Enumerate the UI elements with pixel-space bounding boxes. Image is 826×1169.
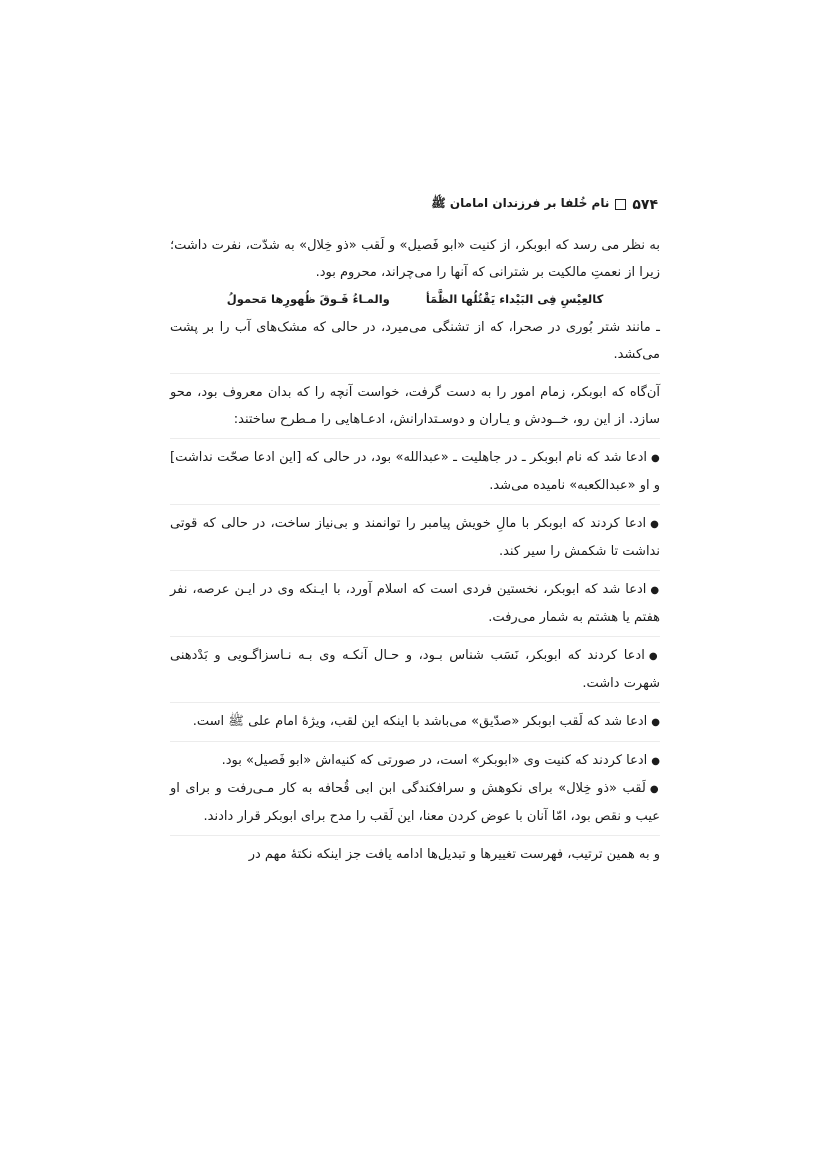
paragraph-claims-intro: آن‌گاه که ابوبکر، زمام امور را به دست گرفت، خواست آنچه را که بدان معروف بود، محو سازد. از این رو، خــودش و یـاران و دوسـتدارانش، ادعـاهایی را مـطرح ساختند:	[170, 385, 660, 427]
list-item-text: لَقب «ذو خِلال» برای نکوهش و سرافکندگی ابن ابی قُحافه به کار مـی‌رفت و برای او عیب و نقص بود، امّا آنان با عوض کردن معنا، این لَقب را مدح برای ابوبکر قرار دادند.	[170, 781, 660, 824]
list-item-text: ادعا شد که ابوبکر، نخستین فردی است که اسلام آورد، با ایـنکه وی در ایـن عرصه، نفر هفتم یا هشتم به شمار می‌رفت.	[170, 582, 660, 625]
list-item	[170, 775, 660, 830]
paragraph-divider	[170, 504, 660, 505]
bullet-icon: ●	[651, 453, 660, 464]
paragraph-closing: و به همین ترتیب، فهرست تغییرها و تبدیل‌ها ادامه یافت جز اینکه نکتهٔ مهم در	[248, 847, 660, 862]
poem-hemistich-right: کالعِیْسِ فِی البَیْداء یَقْتُلُها الظَّمَأ	[425, 292, 604, 306]
paragraph-divider	[170, 570, 660, 571]
list-item	[170, 747, 660, 775]
list-item	[170, 642, 660, 697]
poem-verse	[170, 288, 660, 310]
paragraph-intro: به نظر می رسد که ابوبکر، از کنیت «ابو فَصیل» و لَقب «ذو خِلال» به شدّت، نفرت داشت؛ زیرا از نعمتِ مالکیت بر شترانی که آنها را می‌چراند، محروم بود.	[170, 238, 660, 280]
list-item	[170, 576, 660, 631]
bullet-icon: ●	[651, 717, 660, 728]
page-number: ۵۷۴	[632, 196, 658, 213]
poem-hemistich-left: والمـاءُ فَـوقَ ظُهورِها مَحمولُ	[226, 292, 390, 306]
paragraph-divider	[170, 438, 660, 439]
paragraph-verse-translation: ـ مانند شتر بُوری در صحرا، که از تشنگی می‌میرد، در حالی که مشک‌های آب را بر پشت می‌کشد.	[170, 320, 660, 362]
bullet-icon: ●	[650, 519, 660, 530]
running-header	[431, 196, 658, 213]
list-item-text: ادعا شد که لَقب ابوبکر «صدّیق» می‌باشد با اینکه این لقب، ویژهٔ امام علی ﷺ است.	[192, 714, 648, 729]
paragraph-divider	[170, 835, 660, 836]
bullet-icon: ●	[650, 585, 660, 596]
bullet-icon: ●	[648, 651, 660, 662]
list-item	[170, 708, 660, 736]
list-item-text: ادعا شد که نام ابوبکر ـ در جاهلیت ـ «عبدالله» بود، در حالی که [این ادعا صحّت نداشت] و او «عبدالکعبه» نامیده می‌شد.	[170, 450, 660, 493]
square-box-icon	[615, 199, 626, 210]
list-item	[170, 510, 660, 565]
body-text	[170, 232, 660, 868]
list-item	[170, 444, 660, 499]
bullet-icon: ●	[649, 784, 660, 795]
paragraph-divider	[170, 702, 660, 703]
bullet-icon: ●	[651, 756, 660, 767]
list-item-text: ادعا کردند که کنیت وی «ابوبکر» است، در صورتی که کنیه‌اش «ابو فَصیل» بود.	[221, 753, 648, 768]
list-item-text: ادعا کردند که ابوبکر با مالِ خویش پیامبر را توانمند و بی‌نیاز ساخت، در حالی که قوتی نداشت تا شکمش را سیر کند.	[170, 516, 660, 559]
paragraph-divider	[170, 741, 660, 742]
paragraph-divider	[170, 373, 660, 374]
paragraph-divider	[170, 636, 660, 637]
running-title: نام خُلفا بر فرزندان امامان ﷺ	[431, 196, 610, 210]
list-item-text: ادعا کردند که ابوبکر، نَسَب شناس بـود، و حـال آنکـه وی بـه نـاسزاگـویی و بَدْدهنی شهرت داشت.	[170, 648, 660, 691]
